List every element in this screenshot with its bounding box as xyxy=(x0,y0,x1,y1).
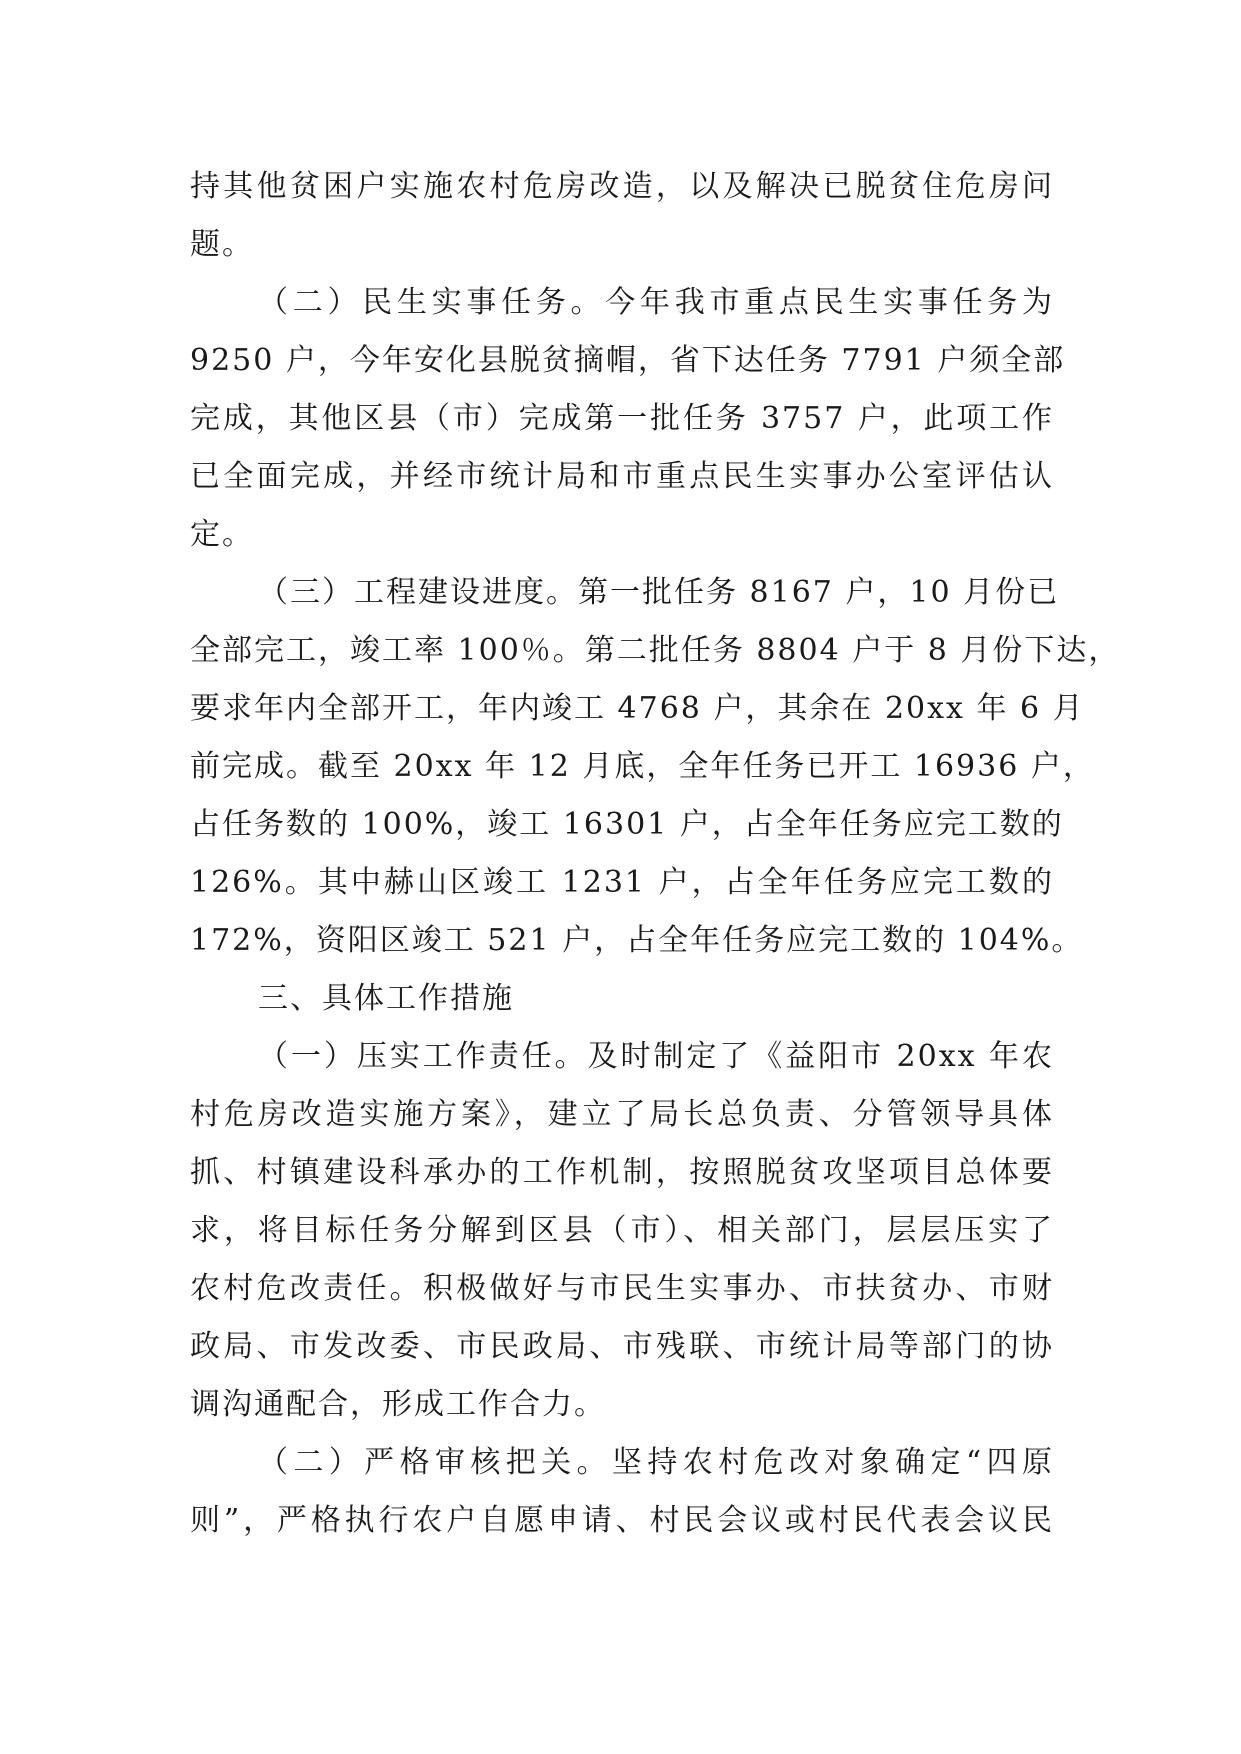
text-line: 抓、村镇建设科承办的工作机制，按照脱贫攻坚项目总体要 xyxy=(190,1155,1054,1190)
paragraph-heading-line: （三）工程建设进度。第一批任务 8167 户，10 月份已 xyxy=(258,575,1060,610)
document-body xyxy=(190,158,1121,1550)
text-line: 则”，严格执行农户自愿申请、村民会议或村民代表会议民 xyxy=(190,1503,1054,1538)
text-line: 9250 户，今年安化县脱贫摘帽，省下达任务 7791 户须全部 xyxy=(190,343,1066,378)
section-heading: 三、具体工作措施 xyxy=(258,981,514,1016)
text-line: 题。 xyxy=(190,227,254,262)
text-line: 前完成。截至 20xx 年 12 月底，全年任务已开工 16936 户， xyxy=(190,749,1095,784)
text-line: 政局、市发改委、市民政局、市残联、市统计局等部门的协 xyxy=(190,1329,1054,1364)
text-line: 172%，资阳区竣工 521 户，占全年任务应完工数的 104%。 xyxy=(190,923,1084,958)
text-line: 完成，其他区县（市）完成第一批任务 3757 户，此项工作 xyxy=(190,401,1054,436)
text-line: 农村危改责任。积极做好与市民生实事办、市扶贫办、市财 xyxy=(190,1271,1054,1306)
text-line: 调沟通配合，形成工作合力。 xyxy=(190,1387,606,1422)
text-line: 要求年内全部开工，年内竣工 4768 户，其余在 20xx 年 6 月 xyxy=(190,691,1085,726)
text-line: 求，将目标任务分解到区县（市）、相关部门，层层压实了 xyxy=(190,1213,1054,1248)
text-line: 村危房改造实施方案》，建立了局长总负责、分管领导具体 xyxy=(190,1097,1054,1132)
text-line: 全部完工，竣工率 100％。第二批任务 8804 户于 8 月份下达， xyxy=(190,633,1121,668)
paragraph-heading-line: （二）严格审核把关。坚持农村危改对象确定“四原 xyxy=(258,1445,1054,1480)
text-line: 占任务数的 100%，竣工 16301 户，占全年任务应完工数的 xyxy=(190,807,1064,842)
text-line: 定。 xyxy=(190,517,254,552)
text-line: 126%。其中赫山区竣工 1231 户，占全年任务应完工数的 xyxy=(190,865,1054,900)
paragraph-heading-line: （一）压实工作责任。及时制定了《益阳市 20xx 年农 xyxy=(258,1039,1054,1074)
text-line: 持其他贫困户实施农村危房改造，以及解决已脱贫住危房问 xyxy=(190,169,1054,204)
text-line: 已全面完成，并经市统计局和市重点民生实事办公室评估认 xyxy=(190,459,1054,494)
paragraph-heading-line: （二）民生实事任务。今年我市重点民生实事任务为 xyxy=(258,285,1054,320)
